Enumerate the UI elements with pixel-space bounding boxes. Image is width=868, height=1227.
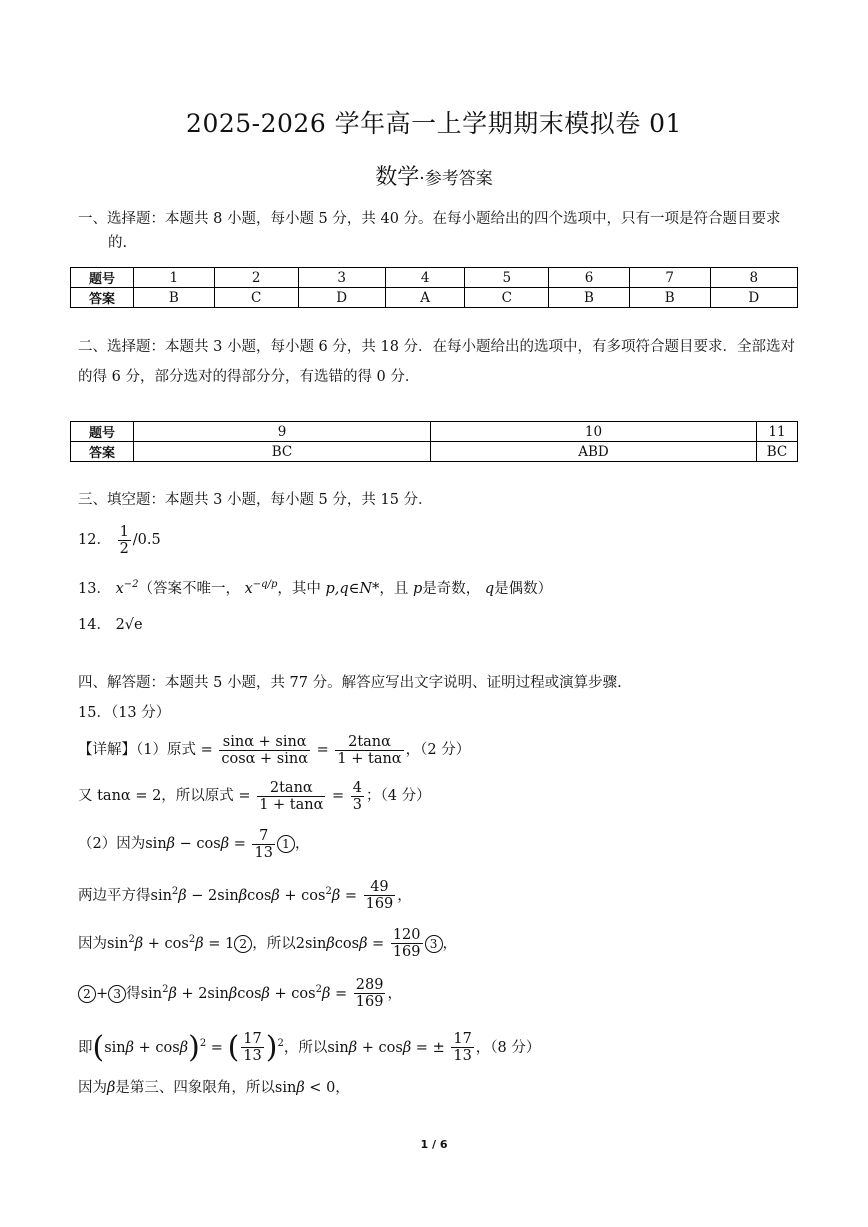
page-title: 2025-2026 学年高一上学期期末模拟卷 01 — [186, 109, 682, 138]
table-cell: 10 — [431, 422, 757, 442]
section1-intro: 一、选择题：本题共 8 小题，每小题 5 分，共 40 分。在每小题给出的四个选项中，只有一项是符合题目要求的. — [78, 211, 781, 251]
table-cell: D — [710, 288, 797, 308]
table-cell: BC — [134, 442, 431, 462]
section2-intro: 二、选择题：本题共 3 小题，每小题 6 分，共 18 分．在每小题给出的选项中，有多项符合题目要求．全部选对的得 6 分，部分选对的得部分分，有选错的得 0 分． — [78, 339, 796, 385]
question-15-heading: 15．（13 分） — [78, 705, 171, 721]
circled-two-icon: 2 — [78, 985, 96, 1003]
section4-intro: 四、解答题：本题共 5 小题，共 77 分。解答应写出文字说明、证明过程或演算步骤. — [78, 675, 622, 691]
table-cell: B — [134, 288, 215, 308]
table-cell: 11 — [757, 422, 798, 442]
solution-line-8: 因为β是第三、四象限角，所以sinβ < 0， — [78, 1080, 350, 1096]
table-cell: B — [629, 288, 710, 308]
circled-one-icon: 1 — [277, 835, 295, 853]
solution-line-2: 又 tanα = 2，所以原式 = $\frac{2\tan\alpha}{1 + \tan\alpha}$ = $\frac{4}{3}$ ；（4 分） — [78, 779, 431, 813]
math-expr: 2√e — [115, 617, 143, 633]
answer-13: 13． $x^{-2}$（答案不唯一， $x^{-q/p}$，其中 p,q∈N*，且 p是奇数， q是偶数） — [78, 579, 553, 597]
table-cell: 5 — [465, 268, 549, 288]
solution-line-5: 因为$\sin^2\beta + \cos^2\beta = 1$ 2 ，所以2sinβcosβ = $\frac{120}{169}$ 3 ， — [78, 927, 458, 961]
table-cell: 7 — [629, 268, 710, 288]
solution-line-1: 【详解】（1）原式 = $\frac{\sin\alpha + \sin\alpha}{\cos\alpha + \sin\alpha}$ = $\frac{2\tan\alpha}{1 + \tan\alpha}$ ，（2 分） — [78, 733, 471, 767]
answer-12: 12． $\frac{1}{2}$ /0.5 — [78, 523, 161, 557]
fraction: $\frac{49}{169}$ — [365, 879, 394, 913]
page-subtitle — [0, 160, 868, 191]
subject-label: 数学 — [375, 165, 420, 190]
math-expr: $x^{-2}$ — [115, 579, 139, 597]
circled-two-icon: 2 — [234, 935, 252, 953]
table-cell: A — [385, 288, 464, 308]
table-cell: 8 — [710, 268, 797, 288]
fraction: $\frac{7}{13}$ — [254, 827, 273, 861]
table-header-cell: 题号 — [71, 422, 134, 442]
solution-line-4: 两边平方得$\sin^2\beta - 2\sin\beta\cos\beta + \cos^2\beta$ = $\frac{49}{169}$ ， — [78, 879, 412, 913]
table-cell: C — [465, 288, 549, 308]
section2-answer-table — [70, 421, 798, 462]
fraction: $\frac{4}{3}$ — [352, 779, 362, 813]
fraction: $\frac{17}{13}$ — [243, 1031, 262, 1065]
subtitle-suffix: ·参考答案 — [419, 169, 493, 189]
table-cell: 4 — [385, 268, 464, 288]
fraction: $\frac{2\tan\alpha}{1 + \tan\alpha}$ — [259, 779, 324, 813]
solution-line-6: 2 + 3 得$\sin^2\beta + 2\sin\beta\cos\beta + \cos^2\beta$ = $\frac{289}{169}$ ， — [78, 970, 402, 1014]
table-cell: 2 — [214, 268, 298, 288]
fraction: $\frac{289}{169}$ — [355, 977, 384, 1011]
page-number: 1 / 6 — [420, 1138, 448, 1151]
table-cell: 1 — [134, 268, 215, 288]
table-header-cell: 答案 — [71, 288, 134, 308]
section3-intro: 三、填空题：本题共 3 小题，每小题 5 分，共 15 分． — [78, 492, 433, 508]
table-cell: C — [214, 288, 298, 308]
table-cell: 3 — [298, 268, 385, 288]
solution-line-3: （2）因为sinβ − cosβ = $\frac{7}{13}$ 1 ， — [78, 827, 310, 861]
table-header-cell: 题号 — [71, 268, 134, 288]
fraction: $\frac{2\tan\alpha}{1 + \tan\alpha}$ — [337, 733, 402, 767]
answer-14: 14． 2√e — [78, 617, 143, 633]
table-cell: 9 — [134, 422, 431, 442]
circled-three-icon: 3 — [425, 935, 443, 953]
table-cell: D — [298, 288, 385, 308]
section1-answer-table — [70, 267, 798, 308]
table-row-numbers — [71, 268, 798, 288]
table-row-answers — [71, 442, 798, 462]
circled-three-icon: 3 — [108, 985, 126, 1003]
table-cell: B — [549, 288, 630, 308]
table-header-cell: 答案 — [71, 442, 134, 462]
table-row-numbers — [71, 422, 798, 442]
table-cell: BC — [757, 442, 798, 462]
table-row-answers — [71, 288, 798, 308]
table-cell: 6 — [549, 268, 630, 288]
table-cell: ABD — [431, 442, 757, 462]
fraction: $\frac{17}{13}$ — [453, 1031, 472, 1065]
math-expr: $x^{-q/p}$ — [244, 579, 278, 597]
fraction: $\frac{1}{2}$ — [119, 523, 129, 557]
solution-line-7: 即$(\sin\beta + \cos\beta)^2$ = ( $\frac{17}{13}$ )$^2$，所以sinβ + cosβ = ± $\frac{17}{13}$ ，（8 分） — [78, 1029, 541, 1065]
fraction: $\frac{\sin\alpha + \sin\alpha}{\cos\alpha + \sin\alpha}$ — [221, 733, 309, 767]
fraction: $\frac{120}{169}$ — [392, 927, 421, 961]
